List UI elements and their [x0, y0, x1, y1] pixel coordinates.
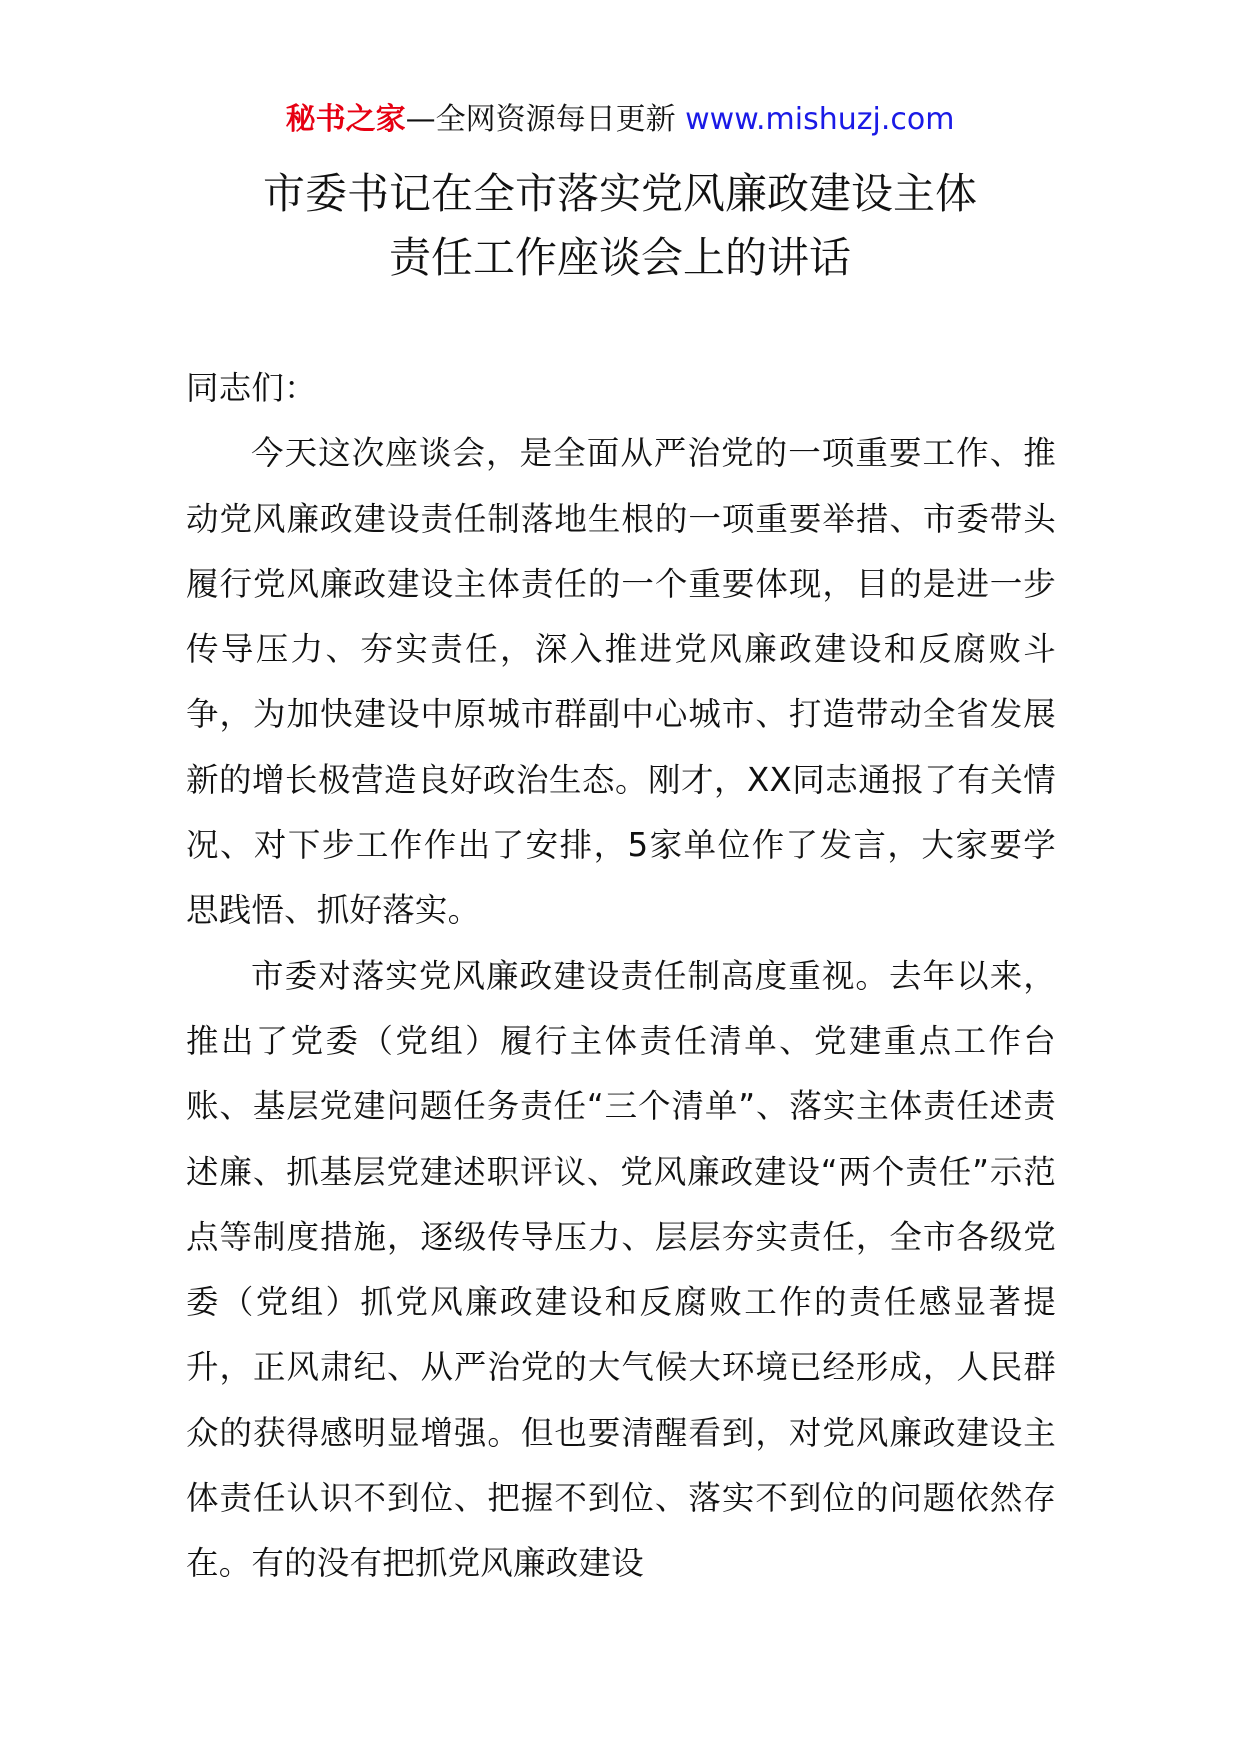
document-title: [0, 162, 1240, 290]
paragraph: 市委对落实党风廉政建设责任制高度重视。去年以来，推出了党委（党组）履行主体责任清单、党建重点工作台账、基层党建问题任务责任“三个清单”、落实主体责任述责述廉、抓基层党建述职评议、党风廉政建设“两个责任”示范点等制度措施，逐级传导压力、层层夯实责任，全市各级党委（党组）抓党风廉政建设和反腐败工作的责任感显著提升，正风肃纪、从严治党的大气候大环境已经形成，人民群众的获得感明显增强。但也要清醒看到，对党风廉政建设主体责任认识不到位、把握不到位、落实不到位的问题依然存在。有的没有把抓党风廉政建设: [186, 956, 1056, 1583]
site-url-link[interactable]: www.mishuzj.com: [685, 102, 955, 137]
title-line-1: 市委书记在全市落实党风廉政建设主体: [262, 169, 977, 218]
title-line-2: 责任工作座谈会上的讲话: [388, 233, 851, 282]
header-tagline: —全网资源每日更新: [405, 102, 676, 137]
site-header: [0, 98, 1240, 142]
salutation: 同志们：: [186, 369, 317, 407]
paragraph: 今天这次座谈会，是全面从严治党的一项重要工作、推动党风廉政建设责任制落地生根的一项重要举措、市委带头履行党风廉政建设主体责任的一个重要体现，目的是进一步传导压力、夯实责任，深入推进党风廉政建设和反腐败斗争，为加快建设中原城市群副中心城市、打造带动全省发展新的增长极营造良好政治生态。刚才，XX同志通报了有关情况、对下步工作作出了安排，5家单位作了发言，大家要学思践悟、抓好落实。: [186, 434, 1056, 930]
brand-name: 秘书之家: [285, 102, 406, 137]
document-body: [186, 356, 1056, 1597]
